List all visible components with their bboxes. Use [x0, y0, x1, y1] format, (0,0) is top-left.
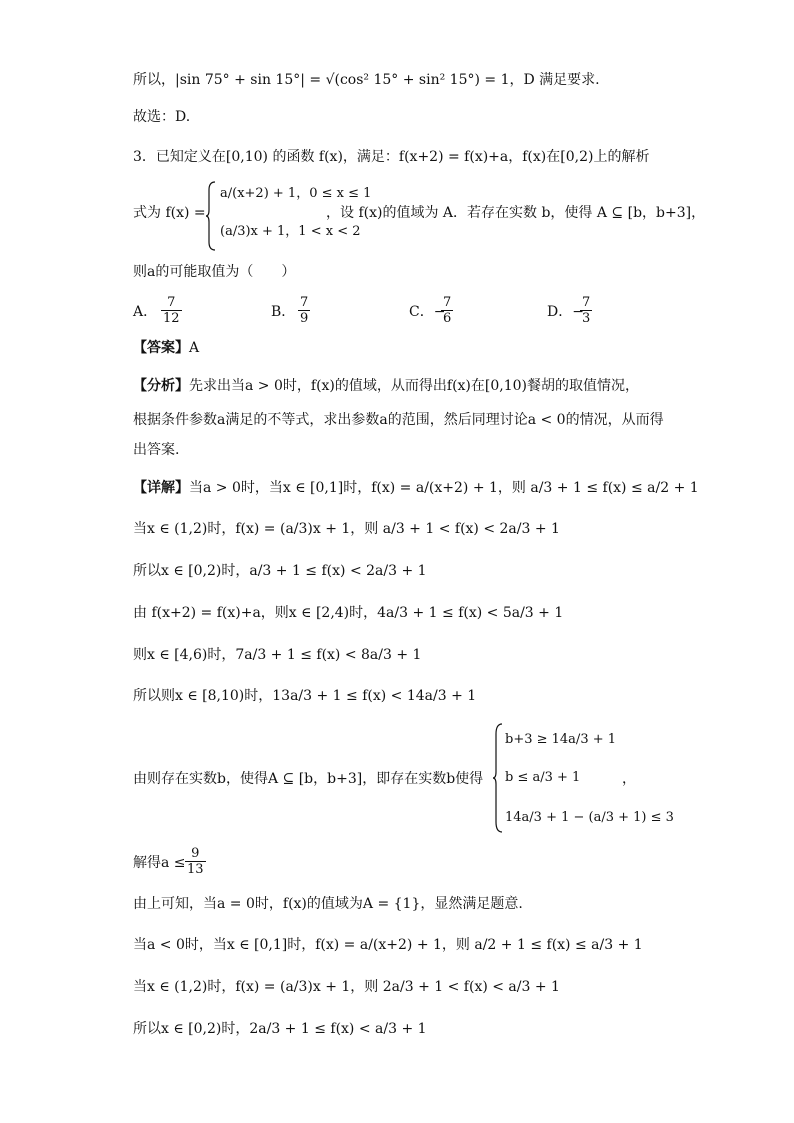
system-ineq-3: 14a/3 + 1 − (a/3 + 1) ≤ 3 [505, 810, 674, 825]
option-c-label: C．− [409, 304, 446, 320]
negative-case-line-2: 当x ∈ (1,2)时，f(x) = (a/3)x + 1，则 2a/3 + 1 < f(x) < a/3 + 1 [133, 979, 560, 995]
system-brace [492, 722, 504, 834]
zero-case-line: 由上可知，当a = 0时，f(x)的值域为A = {1}，显然满足题意. [133, 896, 523, 912]
detail-line-5: 则x ∈ [4,6)时，7a/3 + 1 ≤ f(x) < 8a/3 + 1 [133, 647, 422, 663]
system-prefix: 由则存在实数b，使得A ⊆ [b，b+3]，即存在实数b使得 [133, 771, 484, 787]
piecewise-suffix: ，设 f(x)的值域为 A．若存在实数 b，使得 A ⊆ [b，b+3]， [326, 205, 706, 221]
option-a-label: A． [133, 304, 158, 320]
analysis-text-1: 先求出当a > 0时，f(x)的值域，从而得出f(x)在[0,10)餐胡的取值情况， [189, 378, 639, 394]
option-d-label: D．− [547, 304, 584, 320]
piecewise-prefix: 式为 f(x) = [133, 205, 206, 221]
question-3-ask: 则a的可能取值为（ ） [133, 264, 296, 280]
detail-line-6: 所以则x ∈ [8,10)时，13a/3 + 1 ≤ f(x) < 14a/3 + 1 [133, 688, 477, 704]
option-c-numerator: 7 [443, 295, 452, 310]
answer-value: A [189, 340, 200, 356]
analysis-line-3: 出答案. [133, 442, 180, 458]
option-b-denominator: 9 [300, 311, 309, 326]
detail-line-3: 所以x ∈ [0,2)时，a/3 + 1 ≤ f(x) < 2a/3 + 1 [133, 563, 427, 579]
detail-line-1 [133, 478, 734, 498]
piecewise-case-1: a/(x+2) + 1，0 ≤ x ≤ 1 [220, 186, 372, 201]
option-a-denominator: 12 [163, 311, 180, 326]
system-ineq-1: b+3 ≥ 14a/3 + 1 [505, 732, 617, 747]
piecewise-brace [205, 180, 217, 252]
system-suffix: ， [622, 771, 636, 787]
option-b-label: B． [271, 304, 296, 320]
option-d-numerator: 7 [582, 295, 591, 310]
detail-line-2: 当x ∈ (1,2)时，f(x) = (a/3)x + 1，则 a/3 + 1 < f(x) < 2a/3 + 1 [133, 521, 560, 537]
option-c-value [441, 295, 453, 326]
option-c-denominator: 6 [443, 311, 452, 326]
solve-denominator: 13 [187, 862, 204, 877]
analysis-line-1 [133, 376, 734, 396]
solve-numerator: 9 [185, 846, 206, 862]
question-3-stem: 3．已知定义在[0,10) 的函数 f(x)，满足：f(x+2) = f(x)+a，f(x)在[0,2)上的解析 [133, 149, 650, 165]
option-b-value [298, 295, 310, 326]
option-d-value [580, 295, 592, 326]
option-d-denominator: 3 [582, 311, 591, 326]
solve-text: 解得a ≤ [133, 855, 186, 871]
piecewise-case-2: (a/3)x + 1，1 < x < 2 [220, 224, 361, 239]
system-ineq-2: b ≤ a/3 + 1 [505, 770, 581, 785]
negative-case-line-1: 当a < 0时，当x ∈ [0,1]时，f(x) = a/(x+2) + 1，则 a/2 + 1 ≤ f(x) ≤ a/3 + 1 [133, 937, 643, 953]
solve-fraction [185, 846, 206, 877]
text-line-d-satisfies: 所以，|sin 75° + sin 15°| = √(cos² 15° + sin² 15°) = 1，D 满足要求. [133, 72, 600, 88]
answer-line [133, 338, 734, 358]
option-a-value [161, 295, 182, 326]
detail-tag: 【详解】 [133, 480, 189, 496]
text-line-choose-d: 故选：D. [133, 109, 191, 125]
option-a-numerator: 7 [161, 295, 182, 311]
option-b-numerator: 7 [300, 295, 309, 310]
detail-text-1: 当a > 0时，当x ∈ [0,1]时，f(x) = a/(x+2) + 1，则 a/3 + 1 ≤ f(x) ≤ a/2 + 1 [189, 480, 699, 496]
detail-line-4: 由 f(x+2) = f(x)+a，则x ∈ [2,4)时，4a/3 + 1 ≤ f(x) < 5a/3 + 1 [133, 605, 564, 621]
analysis-tag: 【分析】 [133, 378, 189, 394]
analysis-line-2: 根据条件参数a满足的不等式，求出参数a的范围，然后同理讨论a < 0的情况，从而得 [133, 412, 664, 428]
negative-case-line-3: 所以x ∈ [0,2)时，2a/3 + 1 ≤ f(x) < a/3 + 1 [133, 1021, 427, 1037]
answer-tag: 【答案】 [133, 340, 189, 356]
